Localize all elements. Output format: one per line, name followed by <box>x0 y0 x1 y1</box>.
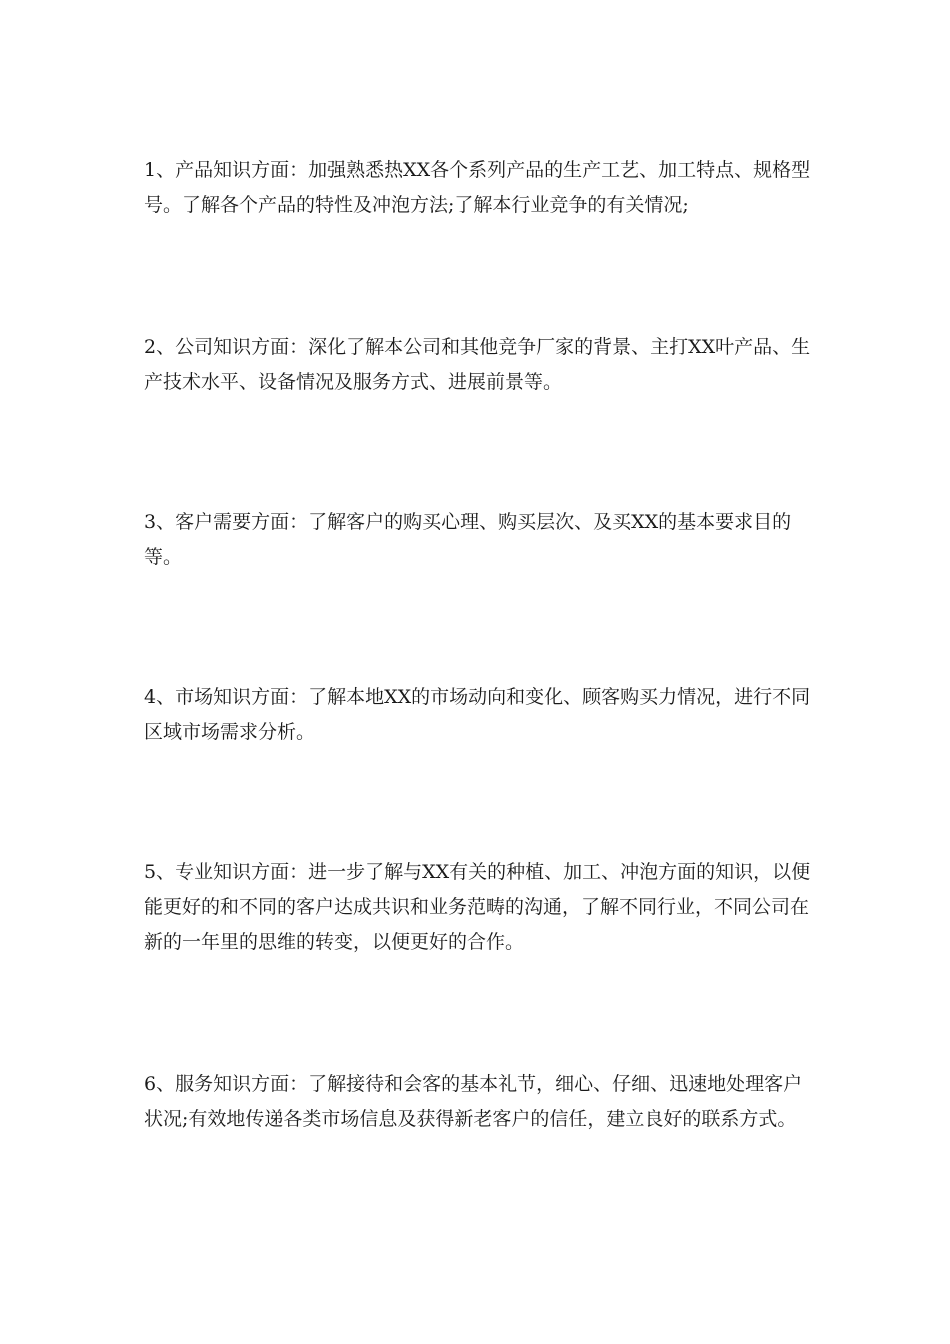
paragraph-professional-knowledge: 5、专业知识方面：进一步了解与XX有关的种植、加工、冲泡方面的知识，以便能更好的和不同的客户达成共识和业务范畴的沟通，了解不同行业，不同公司在新的一年里的思维的转变，以便更好的合作。 <box>144 861 811 953</box>
paragraph-market-knowledge: 4、市场知识方面：了解本地XX的市场动向和变化、顾客购买力情况，进行不同区域市场需求分析。 <box>144 686 811 743</box>
paragraph-product-knowledge: 1、产品知识方面：加强熟悉热XX各个系列产品的生产工艺、加工特点、规格型号。了解各个产品的特性及冲泡方法;了解本行业竞争的有关情况; <box>144 159 811 216</box>
paragraph-customer-needs: 3、客户需要方面：了解客户的购买心理、购买层次、及买XX的基本要求目的等。 <box>144 511 792 568</box>
paragraph-company-knowledge: 2、公司知识方面：深化了解本公司和其他竞争厂家的背景、主打XX叶产品、生产技术水平、设备情况及服务方式、进展前景等。 <box>144 336 811 393</box>
paragraph-service-knowledge: 6、服务知识方面：了解接待和会客的基本礼节，细心、仔细、迅速地处理客户状况;有效地传递各类市场信息及获得新老客户的信任，建立良好的联系方式。 <box>144 1073 803 1130</box>
